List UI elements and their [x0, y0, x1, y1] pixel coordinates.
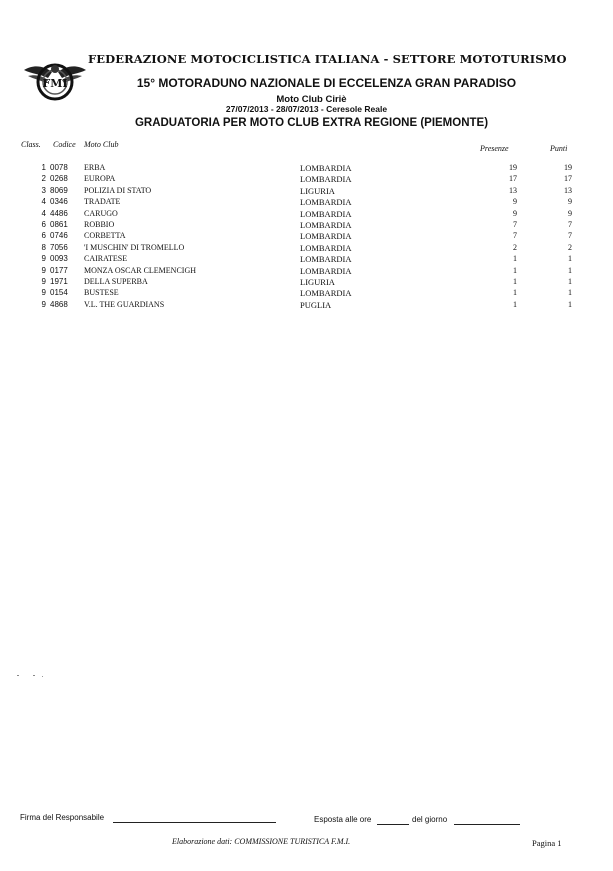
event-dates: 27/07/2013 - 28/07/2013 - Ceresole Reale — [225, 104, 388, 114]
posted-day-line — [454, 824, 520, 825]
table-row — [0, 197, 613, 208]
ranking-table — [0, 163, 613, 311]
posted-time-line — [377, 824, 409, 825]
row-club: CORBETTA — [84, 231, 126, 241]
row-class: 2 — [41, 174, 46, 184]
row-class: 9 — [41, 254, 46, 264]
row-club: BUSTESE — [84, 288, 119, 298]
table-row — [0, 277, 613, 288]
row-punti: 9 — [568, 197, 572, 207]
row-presenze: 19 — [509, 163, 517, 172]
row-club: MONZA OSCAR CLEMENCIGH — [84, 265, 197, 275]
row-punti: 9 — [568, 208, 572, 218]
row-code: 4868 — [50, 299, 68, 309]
row-club: ROBBIO — [84, 219, 115, 229]
row-presenze: 7 — [513, 231, 517, 241]
row-presenze: 9 — [513, 197, 517, 207]
svg-text:FMI: FMI — [42, 77, 68, 90]
row-class: 9 — [41, 265, 46, 275]
row-code: 0154 — [50, 288, 68, 298]
row-class: 8 — [41, 242, 46, 252]
event-title: 15° MOTORADUNO NAZIONALE DI ECCELENZA GRAN PARADISO — [136, 76, 517, 90]
row-code: 0268 — [50, 174, 68, 184]
posted-day-label: del giorno — [412, 815, 448, 824]
row-region: LIGURIA — [300, 276, 335, 287]
row-region: LOMBARDIA — [300, 242, 352, 253]
row-punti: 1 — [568, 276, 572, 286]
row-region: LOMBARDIA — [300, 163, 352, 173]
column-header-club: Moto Club — [84, 140, 119, 149]
row-club: 'I MUSCHIN' DI TROMELLO — [84, 242, 185, 252]
row-class: 3 — [41, 185, 46, 195]
row-region: LOMBARDIA — [300, 254, 352, 265]
row-code: 4486 — [50, 208, 68, 218]
processing-note: Elaborazione dati: COMMISSIONE TURISTICA F.M.I. — [172, 837, 351, 846]
column-header-punti: Punti — [550, 144, 568, 153]
row-class: 6 — [41, 231, 46, 241]
row-region: LOMBARDIA — [300, 174, 352, 185]
row-club: TRADATE — [84, 197, 121, 207]
row-class: 1 — [41, 163, 46, 172]
row-region: LIGURIA — [300, 185, 335, 196]
row-region: LOMBARDIA — [300, 208, 352, 219]
row-presenze: 1 — [513, 254, 517, 264]
row-presenze: 17 — [509, 174, 517, 184]
row-presenze: 1 — [513, 288, 517, 298]
row-club: ERBA — [84, 163, 106, 172]
column-header-presenze: Presenze — [480, 144, 509, 153]
row-region: LOMBARDIA — [300, 288, 352, 299]
row-code: 0746 — [50, 231, 68, 241]
row-presenze: 9 — [513, 208, 517, 218]
row-class: 6 — [41, 219, 46, 229]
row-club: EUROPA — [84, 174, 116, 184]
row-code: 0093 — [50, 254, 68, 264]
table-row — [0, 220, 613, 231]
row-punti: 1 — [568, 299, 572, 309]
row-code: 1971 — [50, 276, 68, 286]
table-row — [0, 163, 613, 174]
posted-time-label: Esposta alle ore — [314, 815, 372, 824]
row-club: DELLA SUPERBA — [84, 276, 148, 286]
row-presenze: 1 — [513, 265, 517, 275]
signature-label: Firma del Responsabile — [20, 813, 105, 822]
table-row — [0, 266, 613, 277]
row-code: 0346 — [50, 197, 68, 207]
table-row — [0, 243, 613, 254]
row-code: 0177 — [50, 265, 68, 275]
row-punti: 2 — [568, 242, 572, 252]
row-code: 0861 — [50, 219, 68, 229]
row-punti: 19 — [564, 163, 572, 172]
row-club: V.L. THE GUARDIANS — [84, 299, 165, 309]
row-region: LOMBARDIA — [300, 219, 352, 230]
signature-line — [113, 822, 276, 823]
row-presenze: 2 — [513, 242, 517, 252]
table-row — [0, 300, 613, 311]
row-class: 4 — [41, 208, 46, 218]
ranking-title: GRADUATORIA PER MOTO CLUB EXTRA REGIONE (PIEMONTE) — [134, 117, 489, 129]
table-row — [0, 174, 613, 185]
row-class: 9 — [41, 299, 46, 309]
row-region: LOMBARDIA — [300, 265, 352, 276]
row-presenze: 7 — [513, 219, 517, 229]
row-punti: 1 — [568, 288, 572, 298]
row-code: 0078 — [50, 163, 68, 172]
table-row — [0, 186, 613, 197]
table-row — [0, 209, 613, 220]
row-punti: 7 — [568, 231, 572, 241]
table-row — [0, 254, 613, 265]
row-code: 7056 — [50, 242, 68, 252]
row-presenze: 1 — [513, 299, 517, 309]
row-class: 4 — [41, 197, 46, 207]
row-region: LOMBARDIA — [300, 231, 352, 242]
row-class: 9 — [41, 276, 46, 286]
column-header-class: Class. — [21, 140, 41, 149]
row-club: CAIRATESE — [84, 254, 128, 264]
column-header-code: Codice — [53, 140, 76, 149]
row-punti: 13 — [564, 185, 572, 195]
table-row — [0, 231, 613, 242]
organizer: Moto Club Ciriè — [276, 94, 347, 105]
row-class: 9 — [41, 288, 46, 298]
page-number: Pagina 1 — [532, 838, 562, 848]
row-region: LOMBARDIA — [300, 197, 352, 208]
row-club: CARUGO — [84, 208, 118, 218]
federation-title: FEDERAZIONE MOTOCICLISTICA ITALIANA - SETTORE MOTOTURISMO — [88, 52, 567, 66]
row-club: POLIZIA DI STATO — [84, 185, 152, 195]
row-presenze: 1 — [513, 276, 517, 286]
row-code: 8069 — [50, 185, 68, 195]
table-row — [0, 288, 613, 299]
row-region: PUGLIA — [300, 299, 332, 310]
row-punti: 7 — [568, 219, 572, 229]
row-punti: 1 — [568, 265, 572, 275]
row-punti: 1 — [568, 254, 572, 264]
row-punti: 17 — [564, 174, 572, 184]
row-presenze: 13 — [509, 185, 517, 195]
